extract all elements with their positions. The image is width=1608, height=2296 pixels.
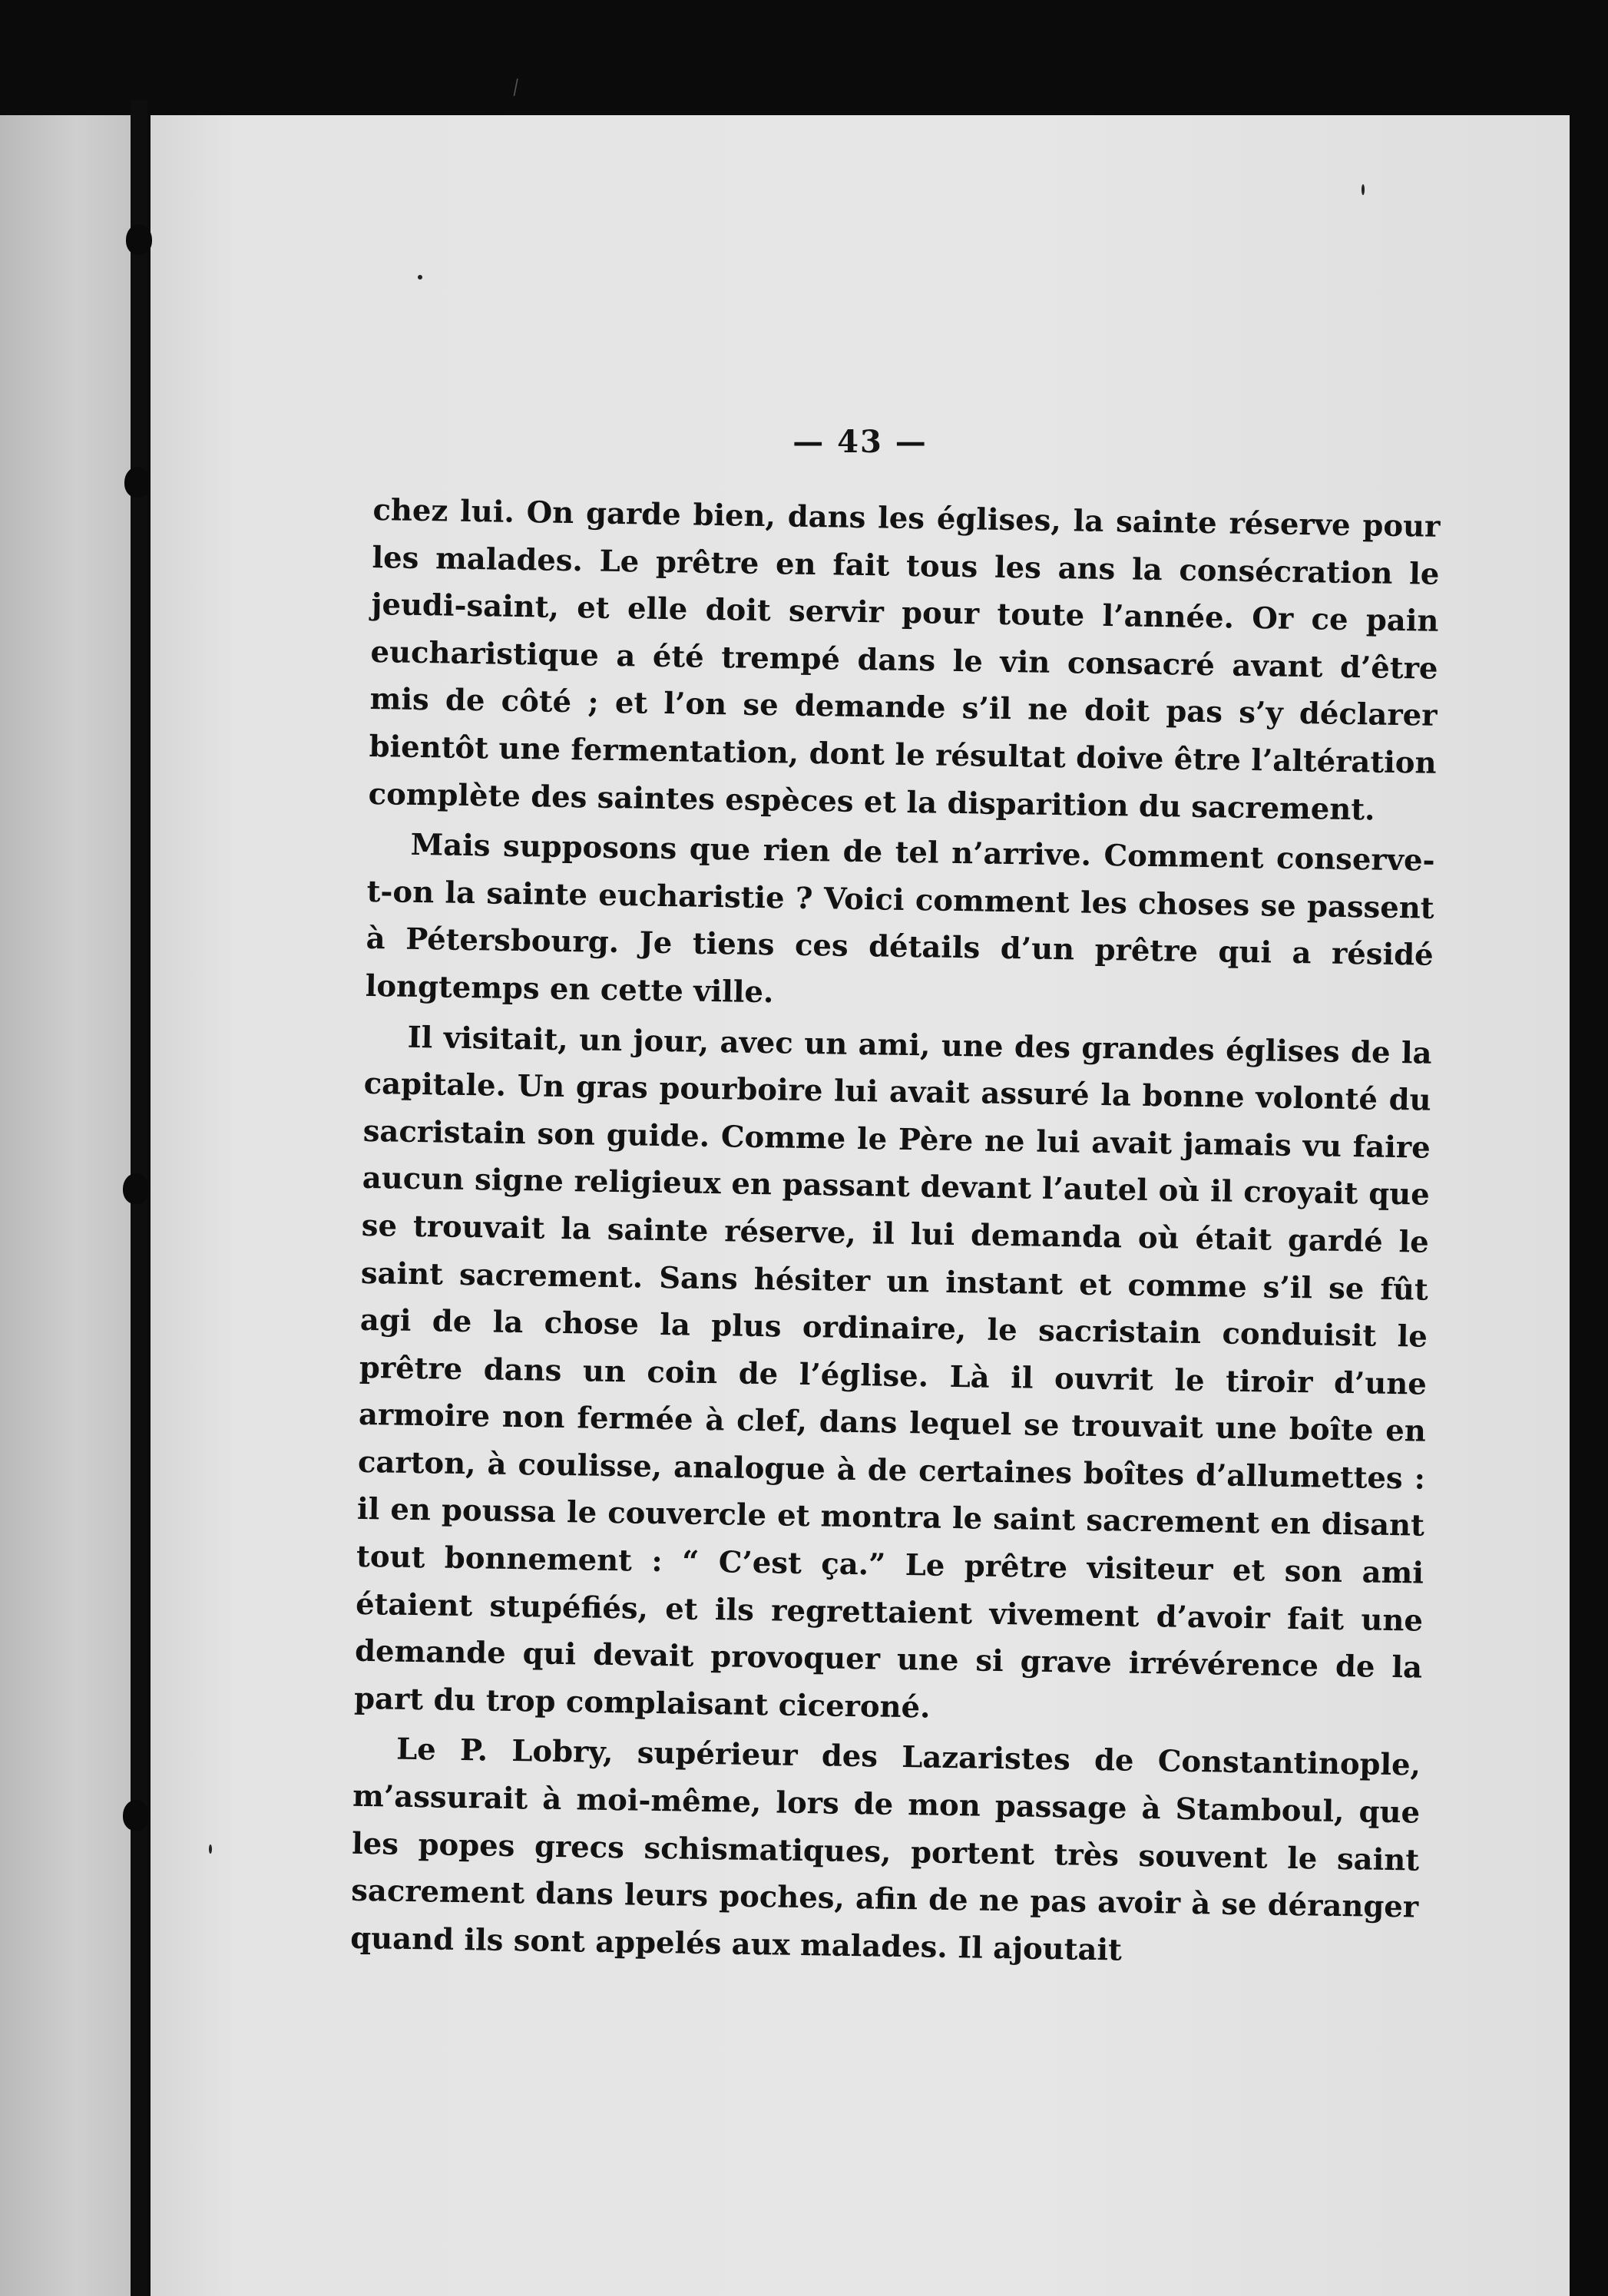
page-number: — 43 — [792, 424, 928, 460]
binding-thread-mark [123, 1173, 149, 1204]
page-body-text [350, 487, 1441, 1979]
binding-thread-mark [123, 1800, 149, 1831]
book-page [151, 115, 1570, 2296]
dust-speck [1362, 184, 1365, 195]
paragraph-3: Il visitait, un jour, avec un ami, une des grandes églises de la capitale. Un gras pourboire lui avait assuré la bonne volonté du sacristain son guide. Comme le Père ne lui avait jamais vu faire aucun signe religieux en passant devant l’autel où il croyait que se trouvait la sainte réserve, il lui demanda où était gardé le saint sacrement. Sans hésiter un instant et comme s’il se fût agi de la chose la plus ordinaire, le sacristain conduisit le prêtre dans un coin de l’église. Là il ouvrit le tiroir d’une armoire non fermée à clef, dans lequel se trouvait une boîte en carton, à coulisse, analogue à de certaines boîtes d’allumettes : il en poussa le couvercle et montra le saint sacrement en disant tout bonnement : “ C’est ça.” Le prêtre visiteur et son ami étaient stupéfiés, et ils regrettaient vivement d’avoir fait une demande qui devait provoquer une si grave irrévérence de la part du trop complaisant ciceroné. [353, 1020, 1432, 1725]
binding-thread-mark [126, 224, 152, 255]
scan-border-right [1570, 115, 1608, 2296]
binding-thread-mark [124, 467, 151, 498]
scan-border-top [0, 0, 1608, 115]
paragraph-1: chez lui. On garde bien, dans les églises, la sainte réserve pour les malades. Le prêtre en fait tous les ans la consécration le jeudi-saint, et elle doit servir pour toute l’année. Or ce pain eucharistique a été trempé dans le vin consacré avant d’être mis de côté ; et l’on se demande s’il ne doit pas s’y déclarer bientôt une fermentation, dont le résultat doive être l’altération complète des saintes espèces et la disparition du sacrement. [368, 492, 1441, 828]
paragraph-2: Mais supposons que rien de tel n’arrive. Comment conserve-t-on la sainte eucharistie ? Voici comment les choses se passent à Pétersbourg. Je tiens ces détails d’un prêtre qui a résidé longtemps en cette ville. [365, 827, 1435, 1011]
pencil-mark: ⁄ [511, 77, 522, 100]
paragraph-4: Le P. Lobry, supérieur des Lazaristes de Constantinople, m’assurait à moi-même, lors de mon passage à Stamboul, que les popes grecs schismatiques, portent très souvent le saint sacrement dans leurs poches, afin de ne pas avoir à se déranger quand ils sont appelés aux malades. Il ajoutait [349, 1732, 1421, 1968]
dust-speck [418, 275, 422, 280]
dust-speck [209, 1844, 212, 1854]
left-page-edge [0, 98, 140, 2296]
